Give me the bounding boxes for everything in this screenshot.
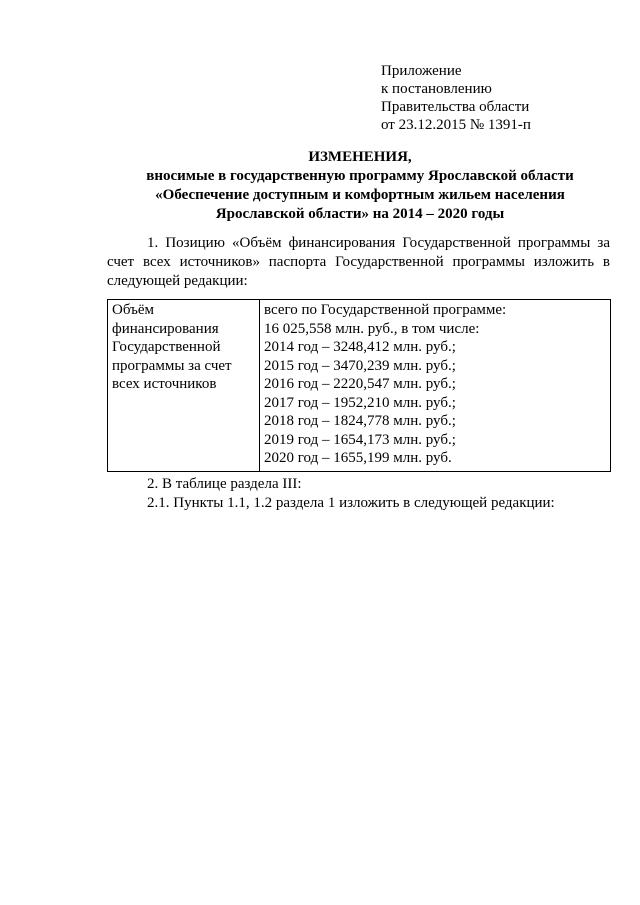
appendix-header	[381, 62, 531, 134]
value-line: 2018 год – 1824,778 млн. руб.;	[264, 413, 456, 429]
appendix-line: Правительства области	[381, 99, 530, 115]
value-line: 2015 год – 3470,239 млн. руб.;	[264, 357, 456, 374]
financing-table	[107, 299, 611, 472]
appendix-line: Приложение	[381, 63, 462, 79]
value-line: 2019 год – 1654,173 млн. руб.;	[264, 431, 456, 448]
value-line: 2017 год – 1952,210 млн. руб.;	[264, 394, 456, 411]
table-row	[108, 300, 611, 472]
value-line: 2020 год – 1655,199 млн. руб.	[264, 450, 452, 466]
label-line: всех источников	[112, 376, 217, 392]
title-line: ИЗМЕНЕНИЯ,	[308, 149, 412, 165]
label-line: Объём	[112, 302, 154, 318]
paragraph-1	[107, 234, 610, 291]
title-line: Ярославской области» на 2014 – 2020 годы	[215, 206, 505, 222]
table-value-cell	[260, 300, 611, 472]
value-line: 2014 год – 3248,412 млн. руб.;	[264, 339, 456, 355]
appendix-line: к постановлению	[381, 81, 492, 97]
paragraph-2: 2. В таблице раздела III:	[147, 476, 302, 492]
table-label-cell	[108, 300, 260, 472]
paragraph-1-text: 1. Позицию «Объём финансирования Государственной программы за счет всех источников» паспорта Государственной программы изложить в следующей редакции:	[107, 235, 610, 289]
document-title	[100, 148, 620, 224]
title-line: вносимые в государственную программу Ярославской области	[146, 168, 574, 184]
paragraph-2-1: 2.1. Пункты 1.1, 1.2 раздела 1 изложить в следующей редакции:	[147, 495, 555, 511]
label-line: Государственной	[112, 339, 221, 355]
value-line: 16 025,558 млн. руб., в том числе:	[264, 320, 480, 337]
value-line: всего по Государственной программе:	[264, 302, 507, 318]
title-line: «Обеспечение доступным и комфортным жильем населения	[155, 187, 565, 203]
value-line: 2016 год – 2220,547 млн. руб.;	[264, 376, 456, 392]
label-line: программы за счет	[112, 357, 232, 374]
appendix-line: от 23.12.2015 № 1391-п	[381, 117, 531, 133]
label-line: финансирования	[112, 320, 219, 337]
